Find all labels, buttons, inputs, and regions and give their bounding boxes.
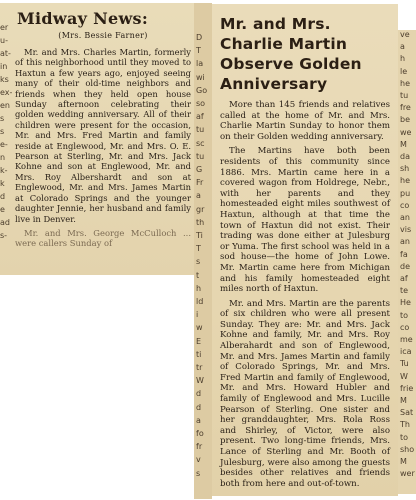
cut-text-fragment: t <box>196 270 200 280</box>
cut-text-fragment: s <box>0 114 5 123</box>
cut-text-fragment: en <box>0 101 10 110</box>
cut-text-fragment: ks <box>0 75 9 84</box>
cut-text-fragment: af <box>400 274 408 283</box>
midway-news-body <box>15 3 191 249</box>
cut-text-fragment: w <box>196 323 203 333</box>
midway-news-clipping <box>0 3 194 275</box>
cut-text-fragment: to <box>400 432 409 442</box>
cut-text-fragment: tu <box>196 125 205 135</box>
cut-text-fragment: Tu <box>400 359 409 369</box>
cut-text-fragment: sc <box>196 138 205 148</box>
cut-text-fragment: a <box>400 42 405 52</box>
cut-text-fragment: de <box>400 261 410 271</box>
cut-text-fragment: M <box>400 139 407 149</box>
cut-text-fragment: an <box>400 213 410 222</box>
anniversary-paragraph-1: More than 145 friends and relatives called at the home of Mr. and Mrs. Charlie Martin Sunday to honor them on their Golden wedding anniversary. <box>220 100 390 142</box>
cut-text-fragment: E <box>196 336 202 346</box>
cut-text-fragment: me <box>400 335 413 344</box>
midway-news-title: Midway News: <box>17 9 149 28</box>
cut-text-fragment: He <box>400 298 411 308</box>
cut-text-fragment: we <box>400 127 412 137</box>
cut-text-fragment: v <box>196 455 201 465</box>
cut-text-fragment: s <box>196 257 201 267</box>
cut-text-fragment: gr <box>196 204 205 214</box>
cut-text-fragment: s <box>0 127 5 136</box>
cut-text-fragment: sh <box>400 164 410 174</box>
anniversary-clipping <box>212 4 398 496</box>
cut-text-fragment: W <box>400 371 408 381</box>
cut-text-fragment: s- <box>0 231 8 240</box>
cut-text-fragment: d <box>196 402 202 412</box>
cut-text-fragment: k- <box>0 166 8 175</box>
cut-text-fragment: frie <box>400 383 414 393</box>
cut-text-fragment: Th <box>400 420 410 430</box>
anniversary-body <box>212 100 398 489</box>
gap-column-fragments <box>194 3 212 499</box>
cut-text-fragment: d <box>196 389 202 399</box>
cut-text-fragment: D <box>196 33 203 42</box>
cut-text-fragment: co <box>400 200 410 210</box>
cut-text-fragment: he <box>400 78 410 88</box>
cut-text-fragment: fo <box>196 429 204 438</box>
cut-text-fragment: Sat <box>400 408 414 418</box>
cut-text-fragment: W <box>196 376 204 386</box>
midway-news-byline: (Mrs. Bessie Farner) <box>58 31 148 40</box>
cut-text-fragment: k <box>0 179 5 188</box>
midway-news-cut-paragraph: Mr. and Mrs. George McCulloch ... were callers Sunday of <box>15 227 191 249</box>
cut-text-fragment: Fr <box>196 178 204 188</box>
cut-text-fragment: co <box>400 322 410 332</box>
cut-text-fragment: wi <box>196 72 205 82</box>
cut-text-fragment: ad <box>0 218 10 227</box>
cut-text-fragment: vis <box>400 225 412 235</box>
cut-text-fragment: la <box>196 59 204 69</box>
cut-text-fragment: ex- <box>0 88 13 97</box>
cut-text-fragment: be <box>400 115 410 125</box>
cut-text-fragment: h <box>196 283 202 293</box>
cut-text-fragment: wer <box>400 469 415 479</box>
cut-text-fragment: to <box>400 310 409 320</box>
cut-text-fragment: tu <box>400 91 409 100</box>
right-edge-clipping <box>398 30 416 494</box>
cut-text-fragment: da <box>400 152 410 161</box>
cut-text-fragment: d <box>0 192 6 201</box>
cut-text-fragment: in <box>0 62 8 71</box>
cut-text-fragment: th <box>196 217 205 227</box>
midway-news-paragraph: Mr. and Mrs. Charles Martin, formerly of this neighborhood until they moved to Haxtun a few years ago, enjoyed seeing many of their old-time neighbors and friends when they held open house Sunday afternoon celebrating their golden wedding anniversary. All of their children were present for the occasion, Mr. and Mrs. Fred Martin and family reside at Englewood, Mr. and Mrs. O. E. Pearson at Sterling, Mr. and Mrs. Jack Kohne and son at Englewood, Mr. and Mrs. Roy Albershardt and son at Englewood, Mr. and Mrs. James Martin at Colorado Springs and the younger daughter Jennie, her husband and family live in Denver. <box>15 47 191 224</box>
cut-text-fragment: G <box>196 165 203 174</box>
cut-text-fragment: fr <box>196 442 203 452</box>
cut-text-fragment: an <box>400 237 410 247</box>
cut-text-fragment: fa <box>400 249 408 259</box>
cut-text-fragment: i <box>196 310 199 320</box>
cut-text-fragment: ve <box>400 30 410 39</box>
cut-text-fragment: Go <box>196 85 208 95</box>
cut-text-fragment: ld <box>196 297 204 306</box>
cut-text-fragment: pu <box>400 188 411 198</box>
cut-text-fragment: M <box>400 396 407 405</box>
cut-text-fragment: te <box>400 286 409 296</box>
cut-text-fragment: he <box>400 176 410 186</box>
cut-text-fragment: T <box>196 244 201 254</box>
cut-text-fragment: M <box>400 457 407 466</box>
cut-text-fragment: sho <box>400 444 415 454</box>
cut-text-fragment: so <box>196 99 206 108</box>
cut-text-fragment: a <box>196 415 201 425</box>
cut-text-fragment: u- <box>0 36 8 45</box>
anniversary-headline: Mr. and Mrs. Charlie Martin Observe Golden Anniversary <box>220 15 362 93</box>
anniversary-paragraph-3: Mr. and Mrs. Martin are the parents of six children who were all present Sunday. They are: Mr. and Mrs. Jack Kohne and family, Mr. and Mrs. Roy Alberahardt and son of Englewood, Mr. and Mrs. James Martin and family of Colorado Springs, Mr. and Mrs. Fred Martin and family of Englewood, Mr. and Mrs. Howard Hubler and family of Englewood and Mrs. Lucille Pearson of Sterling. One sister and her granddaughter, Mrs. Rola Ross and Shirley, of Victor, were also present. Two long-time friends, Mrs. Lance of Sterling and Mr. Booth of Julesburg, were also among the guests besides other relatives and friends both from here and out-of-town. <box>220 298 390 489</box>
cut-text-fragment: s <box>196 468 201 478</box>
cut-text-fragment: n <box>0 153 6 162</box>
cut-text-fragment: tu <box>196 151 205 161</box>
cut-text-fragment: h <box>400 54 406 64</box>
cut-text-fragment: e- <box>0 140 8 149</box>
cut-text-fragment: ica <box>400 347 412 357</box>
cut-text-fragment: af <box>196 112 204 122</box>
anniversary-paragraph-2: The Martins have both been residents of this community since 1886. Mrs. Martin came here in a covered wagon from Holdrege, Nebr., with her parents and they homesteaded eight miles southwest of Haxtun, although at that time the town of Haxtun did not exist. Their trading was done either at Julesburg or Yuma. The first school was held in a sod house—the home of John Lowe. Mr. Martin came here from Michigan and his family homesteaded eight miles north of Haxtun. <box>220 146 390 295</box>
cut-text-fragment: ti <box>196 349 202 359</box>
cut-text-fragment: Ti <box>196 231 203 240</box>
cut-text-fragment: T <box>196 46 201 56</box>
cut-text-fragment: a <box>196 191 201 201</box>
cut-text-fragment: le <box>400 66 408 76</box>
cut-text-fragment: at- <box>0 49 11 58</box>
cut-text-fragment: tr <box>196 363 203 372</box>
cut-text-fragment: er <box>0 23 9 32</box>
cut-text-fragment: fre <box>400 103 411 113</box>
cut-text-fragment: e <box>0 205 5 214</box>
